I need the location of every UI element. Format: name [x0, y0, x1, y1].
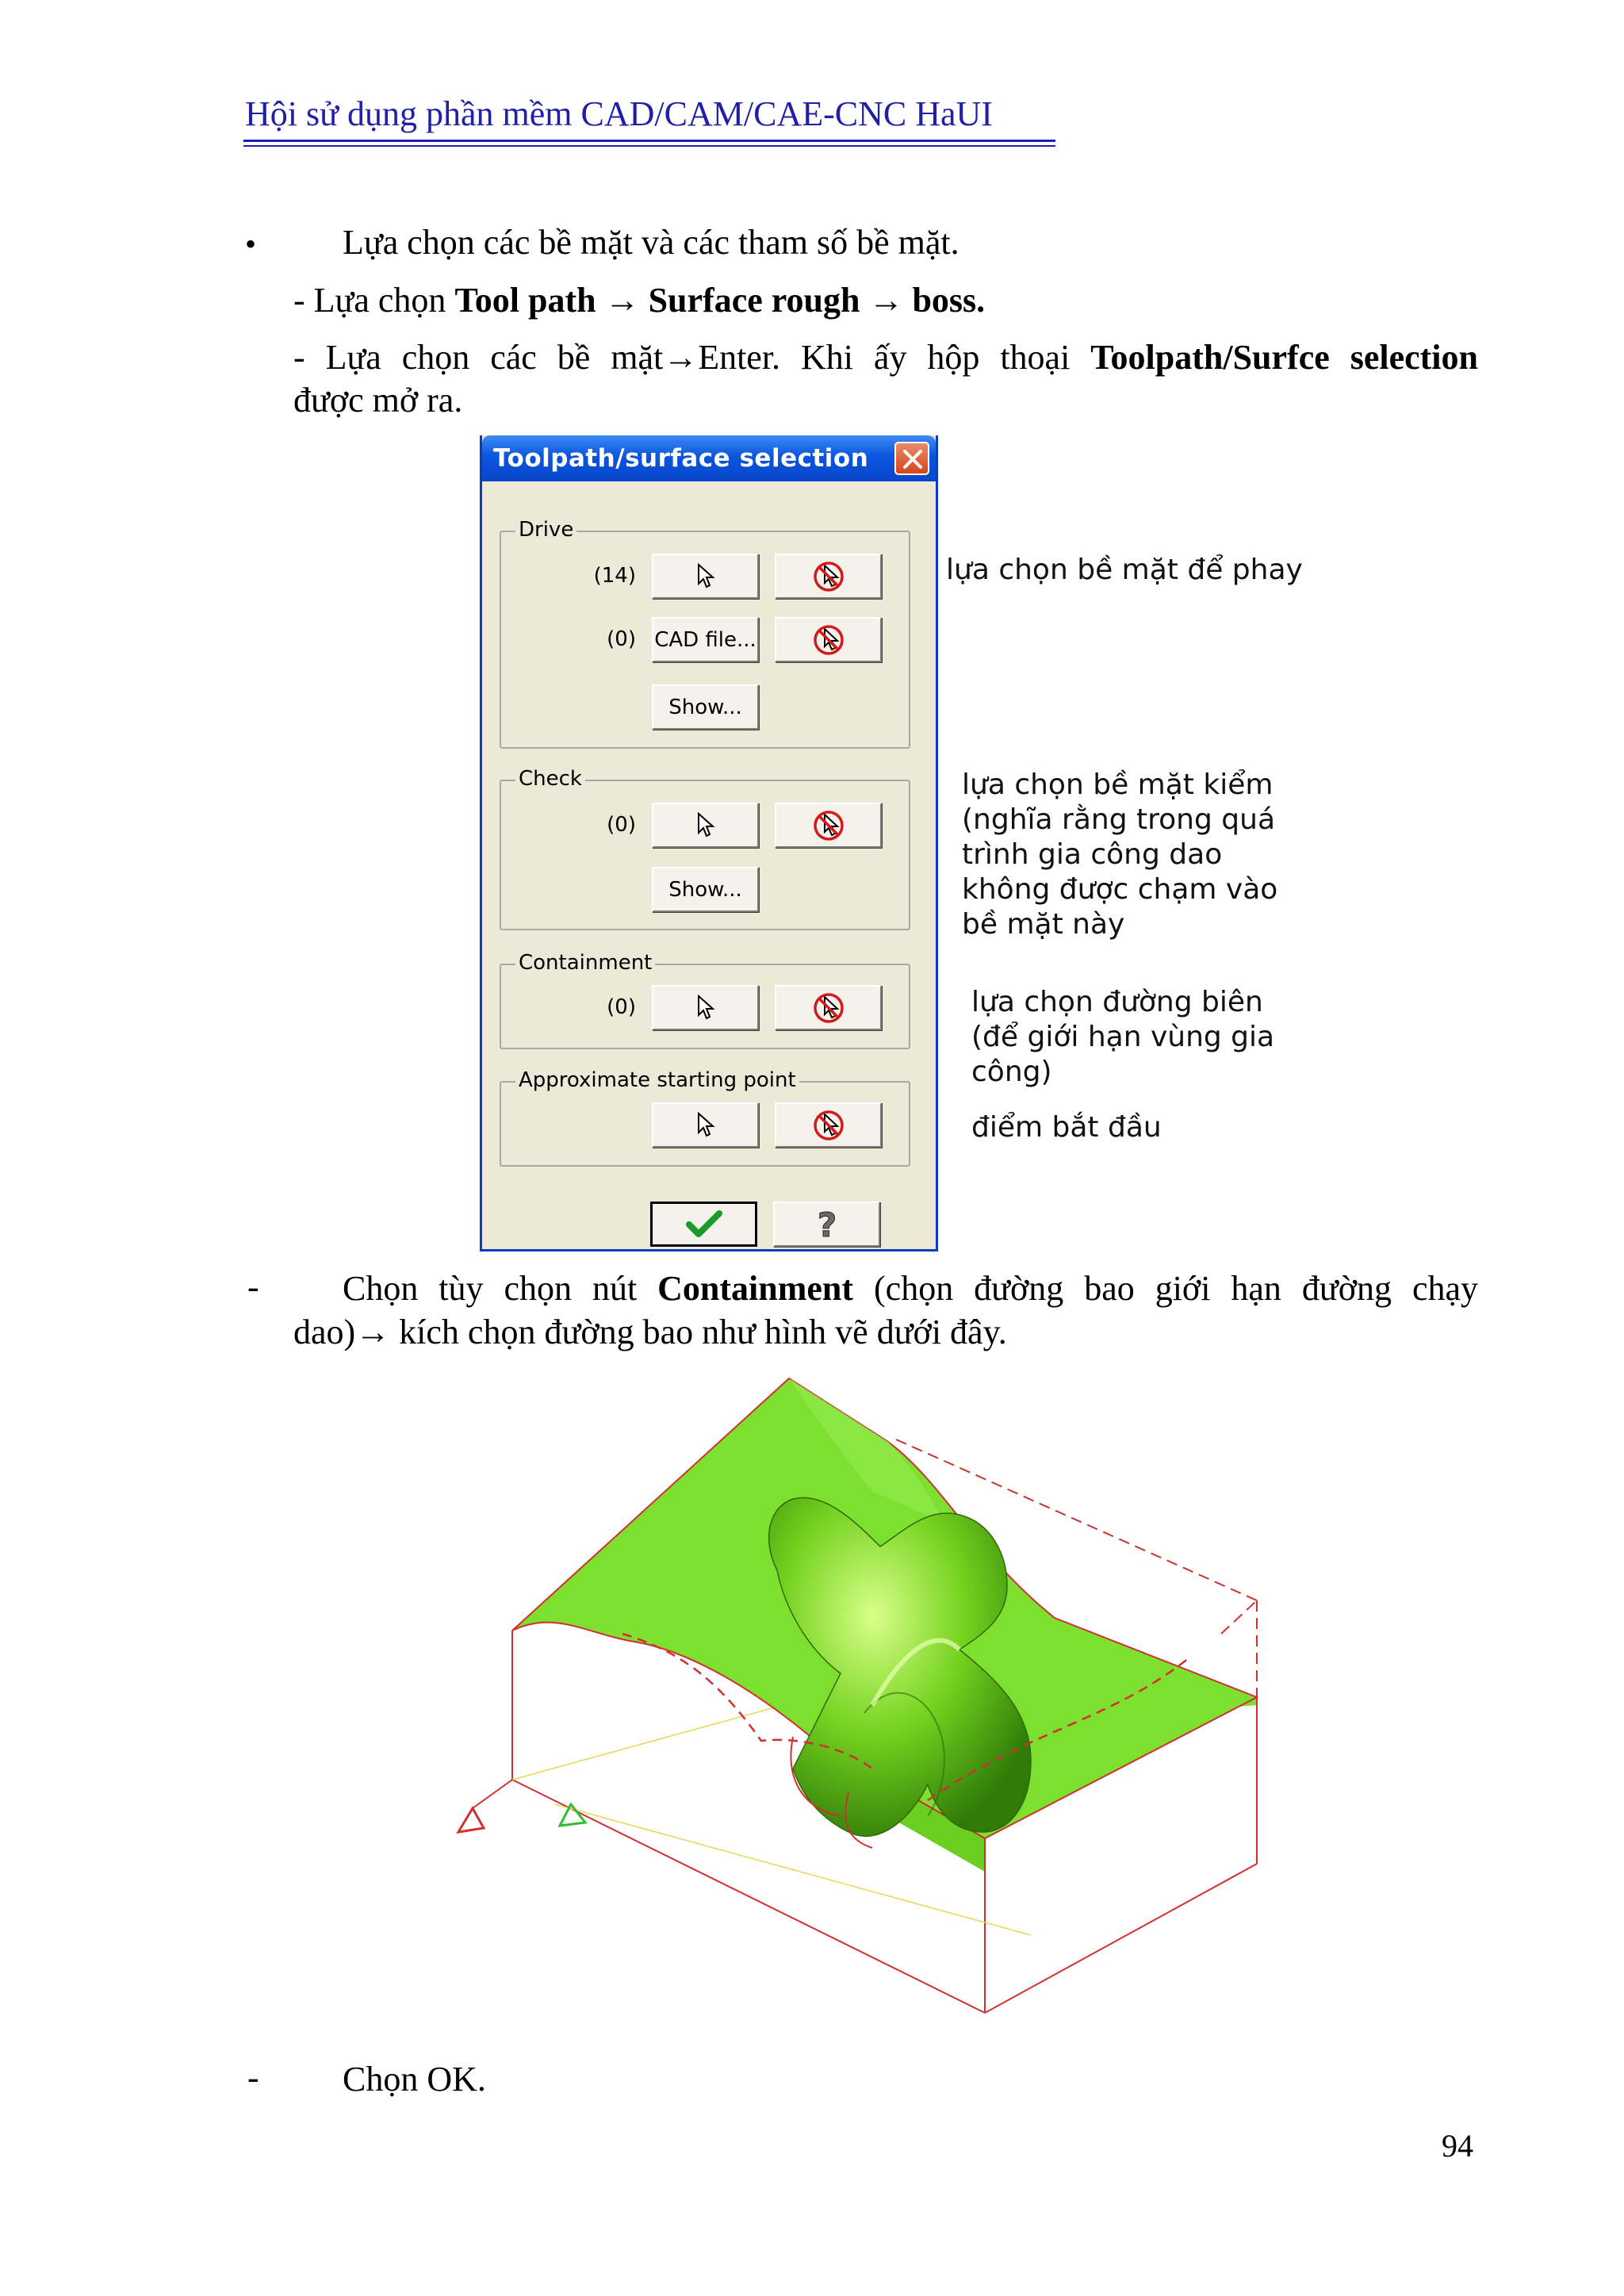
toolpath-surface-selection-dialog: [480, 435, 938, 1251]
help-button[interactable]: [773, 1202, 880, 1247]
dialog-titlebar: [482, 435, 936, 481]
p3-prefix: - Lựa chọn các bề mặt→Enter. Khi ấy hộp thoại: [293, 338, 1091, 377]
annotation-check-5: bề mặt này: [962, 908, 1125, 941]
containment-group: [500, 951, 910, 1049]
starting-point-label: Approximate starting point: [515, 1068, 799, 1092]
drive-select-button[interactable]: [652, 554, 759, 599]
starting-point-group: [500, 1068, 910, 1167]
annotation-check-1: lựa chọn bề mặt kiểm: [962, 769, 1274, 801]
checkmark-icon: [684, 1209, 724, 1240]
p3-dialog-name: Toolpath/Surfce selection: [1090, 338, 1478, 377]
p2-arrow-2: →: [860, 281, 913, 320]
boss-surface-figure: [444, 1364, 1269, 2022]
no-cursor-icon: [811, 1108, 846, 1143]
paragraph-4: [343, 1267, 1478, 1311]
no-cursor-icon: [811, 559, 846, 594]
cursor-arrow-icon: [694, 994, 718, 1022]
p2-surface-rough: Surface rough: [648, 281, 860, 320]
check-group: [500, 767, 910, 930]
svg-text:?: ?: [817, 1205, 837, 1243]
dash: -: [247, 1267, 259, 1306]
paragraph-1: Lựa chọn các bề mặt và các tham số bề mặt.: [343, 223, 959, 262]
check-show-button[interactable]: Show...: [652, 867, 759, 912]
header-underline: [243, 140, 1055, 142]
paragraph-3-line-2: được mở ra.: [293, 381, 463, 420]
cursor-arrow-icon: [694, 562, 718, 591]
no-cursor-icon: [811, 808, 846, 843]
cursor-arrow-icon: [694, 811, 718, 840]
cad-file-button[interactable]: CAD file...: [652, 617, 759, 662]
p2-tool-path: Tool path: [454, 281, 596, 320]
containment-select-button[interactable]: [652, 985, 759, 1030]
drive-label: Drive: [515, 518, 576, 542]
containment-count: (0): [607, 995, 636, 1019]
annotation-containment-1: lựa chọn đường biên: [971, 986, 1263, 1018]
header-underline-2: [243, 145, 1055, 147]
no-cursor-icon: [811, 623, 846, 657]
p2-boss: boss.: [912, 281, 986, 320]
check-label: Check: [515, 767, 585, 791]
dash-2: -: [247, 2058, 259, 2097]
drive-show-button[interactable]: Show...: [652, 684, 759, 730]
containment-deselect-button[interactable]: [775, 985, 882, 1030]
green-axis-icon: [560, 1804, 585, 1826]
red-axis-icon: [458, 1780, 512, 1832]
p2-arrow-1: →: [596, 281, 649, 320]
annotation-containment-2: (để giới hạn vùng gia: [971, 1021, 1275, 1053]
drive-count: (14): [593, 564, 636, 588]
annotation-containment-3: công): [971, 1056, 1052, 1088]
dialog-title: Toolpath/surface selection: [493, 444, 869, 473]
paragraph-3: [293, 335, 1478, 380]
close-button[interactable]: [894, 442, 929, 475]
page-header: Hội sử dụng phần mềm CAD/CAM/CAE-CNC HaUI: [245, 94, 993, 133]
check-deselect-button[interactable]: [775, 803, 882, 848]
drive-deselect-button[interactable]: [775, 554, 882, 599]
check-count: (0): [607, 813, 636, 837]
annotation-check-3: trình gia công dao: [962, 838, 1223, 871]
annotation-check-2: (nghĩa rằng trong quá: [962, 803, 1275, 836]
check-select-button[interactable]: [652, 803, 759, 848]
paragraph-5: Chọn OK.: [343, 2060, 486, 2099]
cursor-arrow-icon: [694, 1111, 718, 1140]
p4-containment: Containment: [657, 1269, 854, 1308]
drive-group: [500, 518, 910, 749]
question-icon: [811, 1206, 843, 1243]
no-cursor-icon: [811, 991, 846, 1025]
p2-prefix: - Lựa chọn: [293, 281, 455, 320]
cad-count: (0): [607, 627, 636, 651]
cad-deselect-button[interactable]: [775, 617, 882, 662]
annotation-drive: lựa chọn bề mặt để phay: [946, 554, 1303, 586]
annotation-check-4: không được chạm vào: [962, 873, 1278, 906]
paragraph-4-line-2: dao)→ kích chọn đường bao như hình vẽ dưới đây.: [293, 1313, 1007, 1351]
starting-point-select-button[interactable]: [652, 1102, 759, 1148]
annotation-start: điểm bắt đầu: [971, 1111, 1162, 1144]
bullet: •: [245, 226, 257, 262]
close-icon: [902, 449, 923, 470]
ok-button[interactable]: [650, 1202, 757, 1247]
containment-label: Containment: [515, 951, 655, 975]
starting-point-deselect-button[interactable]: [775, 1102, 882, 1148]
page-number: 94: [1442, 2128, 1473, 2164]
paragraph-2: [293, 278, 985, 323]
p4-suffix: (chọn đường bao giới hạn đường chạy: [853, 1269, 1479, 1308]
p4-prefix: Chọn tùy chọn nút: [343, 1269, 658, 1308]
